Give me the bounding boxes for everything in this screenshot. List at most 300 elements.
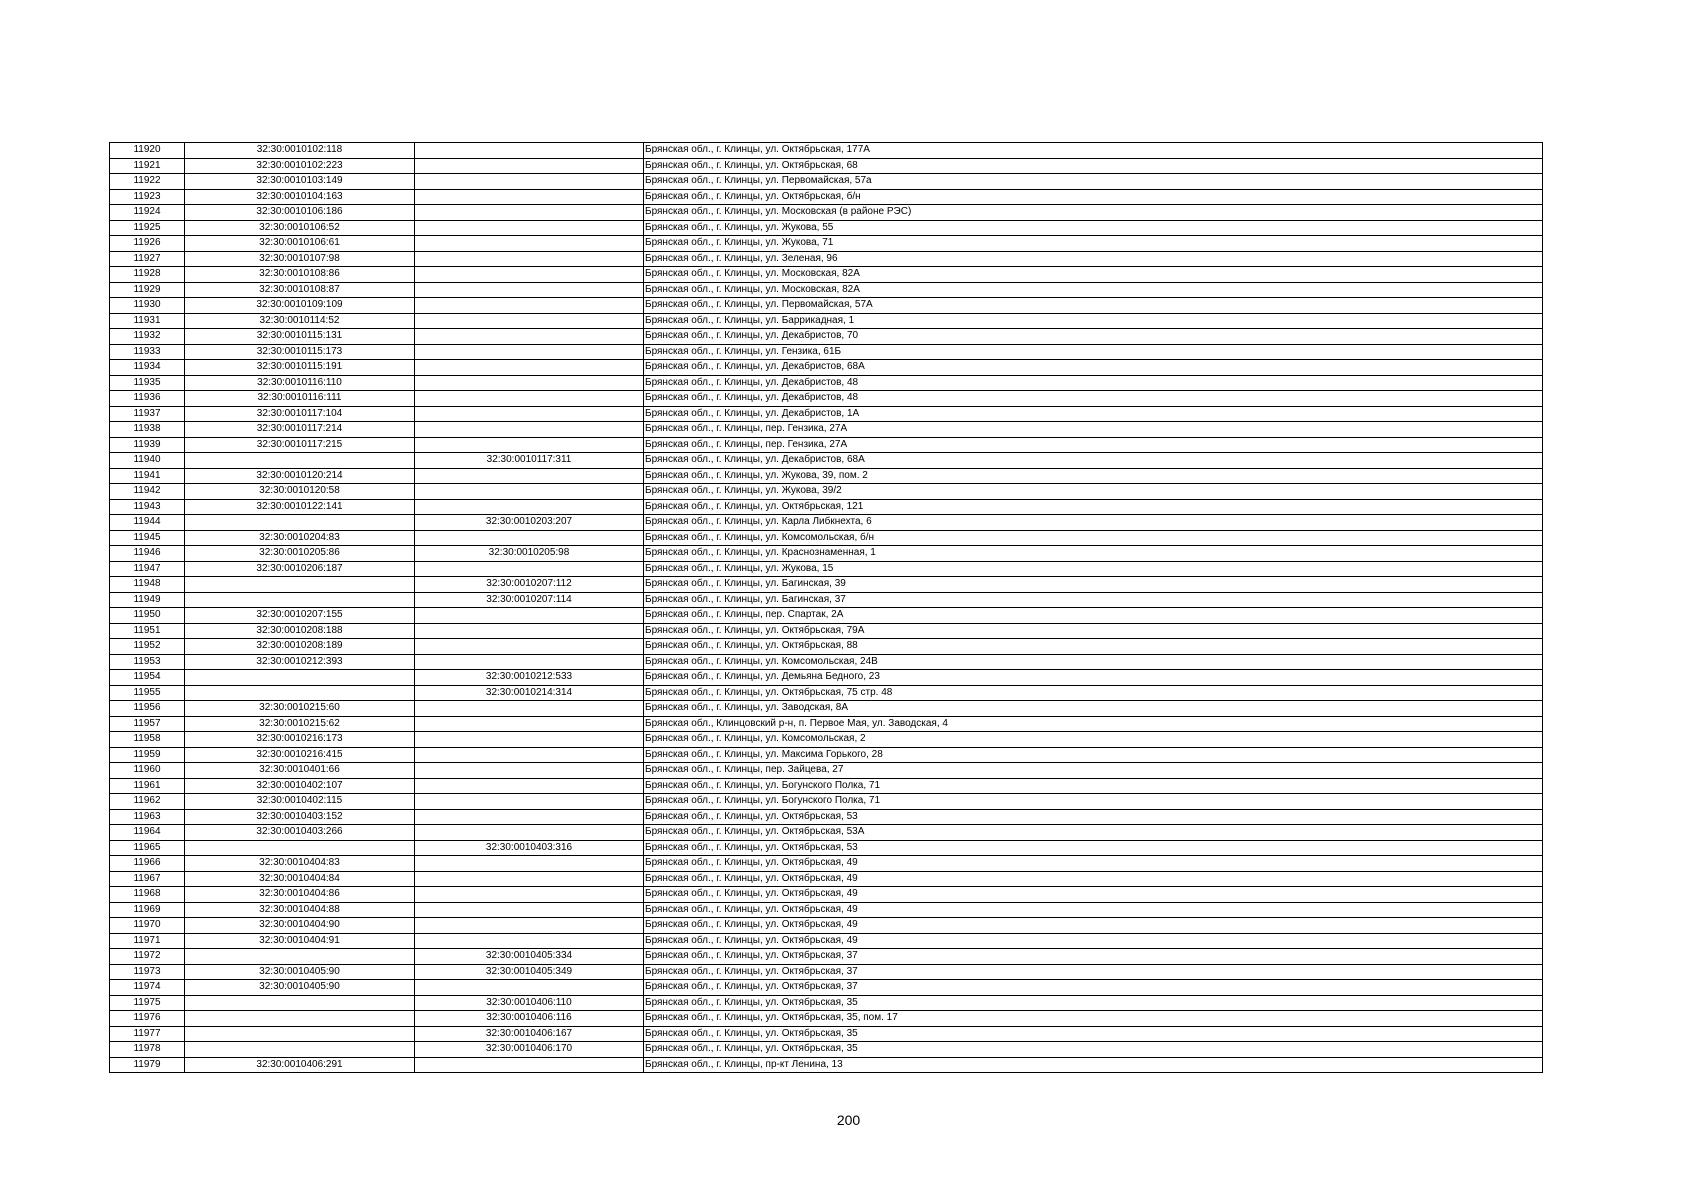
cadastral-number-cell: 32:30:0010103:149 (185, 174, 415, 190)
table-row (110, 887, 1543, 903)
related-cadastral-number-cell: 32:30:0010403:316 (415, 840, 644, 856)
related-cadastral-number-cell (415, 608, 644, 624)
related-cadastral-number-cell (415, 375, 644, 391)
address-cell: Брянская обл., г. Клинцы, ул. Декабристов, 48 (644, 375, 1543, 391)
row-number-cell: 11972 (110, 949, 185, 965)
cadastral-number-cell: 32:30:0010208:188 (185, 623, 415, 639)
address-cell: Брянская обл., г. Клинцы, ул. Октябрьская, 49 (644, 887, 1543, 903)
table-row (110, 794, 1543, 810)
row-number-cell: 11949 (110, 592, 185, 608)
address-cell: Брянская обл., г. Клинцы, ул. Жукова, 39/2 (644, 484, 1543, 500)
related-cadastral-number-cell (415, 809, 644, 825)
row-number-cell: 11971 (110, 933, 185, 949)
cadastral-number-cell: 32:30:0010212:393 (185, 654, 415, 670)
address-cell: Брянская обл., г. Клинцы, ул. Зеленая, 96 (644, 251, 1543, 267)
address-cell: Брянская обл., Клинцовский р-н, п. Первое Мая, ул. Заводская, 4 (644, 716, 1543, 732)
related-cadastral-number-cell (415, 484, 644, 500)
address-cell: Брянская обл., г. Клинцы, ул. Московская, 82А (644, 282, 1543, 298)
related-cadastral-number-cell: 32:30:0010205:98 (415, 546, 644, 562)
cadastral-number-cell: 32:30:0010102:223 (185, 158, 415, 174)
address-cell: Брянская обл., г. Клинцы, ул. Октябрьская, 49 (644, 856, 1543, 872)
related-cadastral-number-cell (415, 747, 644, 763)
related-cadastral-number-cell (415, 499, 644, 515)
cadastral-number-cell: 32:30:0010115:131 (185, 329, 415, 345)
table-row (110, 484, 1543, 500)
row-number-cell: 11979 (110, 1057, 185, 1073)
related-cadastral-number-cell (415, 887, 644, 903)
cadastral-number-cell (185, 577, 415, 593)
row-number-cell: 11944 (110, 515, 185, 531)
table-row (110, 499, 1543, 515)
related-cadastral-number-cell (415, 654, 644, 670)
cadastral-number-cell: 32:30:0010108:87 (185, 282, 415, 298)
related-cadastral-number-cell (415, 143, 644, 159)
row-number-cell: 11929 (110, 282, 185, 298)
row-number-cell: 11950 (110, 608, 185, 624)
row-number-cell: 11970 (110, 918, 185, 934)
address-cell: Брянская обл., г. Клинцы, пр-кт Ленина, 13 (644, 1057, 1543, 1073)
table-row (110, 437, 1543, 453)
address-cell: Брянская обл., г. Клинцы, ул. Багинская, 39 (644, 577, 1543, 593)
table-row (110, 344, 1543, 360)
address-cell: Брянская обл., г. Клинцы, ул. Комсомольская, 24В (644, 654, 1543, 670)
cadastral-number-cell (185, 515, 415, 531)
cadastral-number-cell: 32:30:0010405:90 (185, 980, 415, 996)
table-row (110, 251, 1543, 267)
cadastral-number-cell: 32:30:0010115:173 (185, 344, 415, 360)
table-row (110, 282, 1543, 298)
related-cadastral-number-cell: 32:30:0010405:334 (415, 949, 644, 965)
row-number-cell: 11941 (110, 468, 185, 484)
table-row (110, 453, 1543, 469)
related-cadastral-number-cell (415, 329, 644, 345)
page-number: 200 (836, 1112, 861, 1128)
table-row (110, 1011, 1543, 1027)
row-number-cell: 11937 (110, 406, 185, 422)
cadastral-number-cell: 32:30:0010116:110 (185, 375, 415, 391)
cadastral-number-cell (185, 949, 415, 965)
table-row (110, 577, 1543, 593)
cadastral-number-cell (185, 840, 415, 856)
address-cell: Брянская обл., г. Клинцы, ул. Октябрьская, 49 (644, 933, 1543, 949)
table-row (110, 964, 1543, 980)
related-cadastral-number-cell (415, 422, 644, 438)
table-row (110, 763, 1543, 779)
address-cell: Брянская обл., г. Клинцы, ул. Декабристов, 48 (644, 391, 1543, 407)
cadastral-number-cell: 32:30:0010116:111 (185, 391, 415, 407)
table-row (110, 856, 1543, 872)
related-cadastral-number-cell (415, 298, 644, 314)
address-cell: Брянская обл., г. Клинцы, пер. Спартак, 2А (644, 608, 1543, 624)
cadastral-number-cell (185, 995, 415, 1011)
related-cadastral-number-cell: 32:30:0010207:114 (415, 592, 644, 608)
table-row (110, 685, 1543, 701)
related-cadastral-number-cell (415, 530, 644, 546)
related-cadastral-number-cell (415, 716, 644, 732)
table-row (110, 670, 1543, 686)
row-number-cell: 11978 (110, 1042, 185, 1058)
address-cell: Брянская обл., г. Клинцы, ул. Декабристов, 68А (644, 453, 1543, 469)
table-row (110, 825, 1543, 841)
cadastral-number-cell: 32:30:0010106:61 (185, 236, 415, 252)
address-cell: Брянская обл., г. Клинцы, ул. Декабристов, 1А (644, 406, 1543, 422)
address-cell: Брянская обл., г. Клинцы, ул. Карла Либкнехта, 6 (644, 515, 1543, 531)
address-cell: Брянская обл., г. Клинцы, ул. Краснознаменная, 1 (644, 546, 1543, 562)
cadastral-number-cell: 32:30:0010404:84 (185, 871, 415, 887)
related-cadastral-number-cell (415, 1057, 644, 1073)
row-number-cell: 11965 (110, 840, 185, 856)
address-cell: Брянская обл., г. Клинцы, ул. Октябрьская, 37 (644, 949, 1543, 965)
cadastral-number-cell (185, 685, 415, 701)
related-cadastral-number-cell (415, 406, 644, 422)
table-row (110, 716, 1543, 732)
row-number-cell: 11931 (110, 313, 185, 329)
address-cell: Брянская обл., г. Клинцы, ул. Гензика, 61Б (644, 344, 1543, 360)
address-cell: Брянская обл., г. Клинцы, ул. Комсомольская, б/н (644, 530, 1543, 546)
address-cell: Брянская обл., г. Клинцы, пер. Гензика, 27А (644, 437, 1543, 453)
cadastral-number-cell: 32:30:0010215:62 (185, 716, 415, 732)
table-row (110, 267, 1543, 283)
related-cadastral-number-cell (415, 313, 644, 329)
table-row (110, 1057, 1543, 1073)
address-cell: Брянская обл., г. Клинцы, ул. Заводская, 8А (644, 701, 1543, 717)
row-number-cell: 11955 (110, 685, 185, 701)
row-number-cell: 11940 (110, 453, 185, 469)
row-number-cell: 11962 (110, 794, 185, 810)
address-cell: Брянская обл., г. Клинцы, ул. Октябрьская, 35 (644, 995, 1543, 1011)
table-row (110, 360, 1543, 376)
address-cell: Брянская обл., г. Клинцы, ул. Московская (в районе РЭС) (644, 205, 1543, 221)
cadastral-number-cell (185, 1011, 415, 1027)
row-number-cell: 11959 (110, 747, 185, 763)
cadastral-number-cell: 32:30:0010120:58 (185, 484, 415, 500)
cadastral-number-cell: 32:30:0010216:173 (185, 732, 415, 748)
table-row (110, 530, 1543, 546)
table-row (110, 747, 1543, 763)
related-cadastral-number-cell (415, 189, 644, 205)
row-number-cell: 11948 (110, 577, 185, 593)
row-number-cell: 11973 (110, 964, 185, 980)
row-number-cell: 11925 (110, 220, 185, 236)
related-cadastral-number-cell (415, 267, 644, 283)
address-cell: Брянская обл., г. Клинцы, ул. Первомайская, 57а (644, 174, 1543, 190)
table-row (110, 1042, 1543, 1058)
row-number-cell: 11963 (110, 809, 185, 825)
related-cadastral-number-cell (415, 918, 644, 934)
table-row (110, 592, 1543, 608)
table-row (110, 980, 1543, 996)
related-cadastral-number-cell (415, 623, 644, 639)
row-number-cell: 11969 (110, 902, 185, 918)
cadastral-number-cell: 32:30:0010106:186 (185, 205, 415, 221)
address-cell: Брянская обл., г. Клинцы, ул. Октябрьская, 49 (644, 902, 1543, 918)
address-cell: Брянская обл., г. Клинцы, ул. Декабристов, 68А (644, 360, 1543, 376)
related-cadastral-number-cell: 32:30:0010117:311 (415, 453, 644, 469)
address-cell: Брянская обл., г. Клинцы, ул. Жукова, 55 (644, 220, 1543, 236)
row-number-cell: 11927 (110, 251, 185, 267)
address-cell: Брянская обл., г. Клинцы, ул. Октябрьская, 35, пом. 17 (644, 1011, 1543, 1027)
address-cell: Брянская обл., г. Клинцы, ул. Жукова, 71 (644, 236, 1543, 252)
cadastral-number-cell: 32:30:0010406:291 (185, 1057, 415, 1073)
related-cadastral-number-cell (415, 174, 644, 190)
table-row (110, 422, 1543, 438)
address-cell: Брянская обл., г. Клинцы, ул. Октябрьская, 49 (644, 871, 1543, 887)
related-cadastral-number-cell: 32:30:0010406:167 (415, 1026, 644, 1042)
related-cadastral-number-cell (415, 871, 644, 887)
row-number-cell: 11947 (110, 561, 185, 577)
cadastral-number-cell: 32:30:0010404:91 (185, 933, 415, 949)
cadastral-number-cell: 32:30:0010404:83 (185, 856, 415, 872)
address-cell: Брянская обл., г. Клинцы, ул. Багинская, 37 (644, 592, 1543, 608)
row-number-cell: 11977 (110, 1026, 185, 1042)
table-row (110, 778, 1543, 794)
table-row (110, 639, 1543, 655)
row-number-cell: 11966 (110, 856, 185, 872)
table-row (110, 515, 1543, 531)
table-row (110, 732, 1543, 748)
row-number-cell: 11934 (110, 360, 185, 376)
table-row (110, 840, 1543, 856)
related-cadastral-number-cell (415, 639, 644, 655)
address-cell: Брянская обл., г. Клинцы, ул. Октябрьская, 177А (644, 143, 1543, 159)
address-cell: Брянская обл., г. Клинцы, ул. Октябрьская, 37 (644, 964, 1543, 980)
table-row (110, 809, 1543, 825)
related-cadastral-number-cell: 32:30:0010207:112 (415, 577, 644, 593)
cadastral-number-cell: 32:30:0010108:86 (185, 267, 415, 283)
related-cadastral-number-cell (415, 251, 644, 267)
cadastral-number-cell: 32:30:0010120:214 (185, 468, 415, 484)
related-cadastral-number-cell (415, 902, 644, 918)
address-cell: Брянская обл., г. Клинцы, ул. Октябрьская, 75 стр. 48 (644, 685, 1543, 701)
cadastral-number-cell (185, 1042, 415, 1058)
row-number-cell: 11933 (110, 344, 185, 360)
related-cadastral-number-cell (415, 391, 644, 407)
table-row (110, 623, 1543, 639)
address-cell: Брянская обл., г. Клинцы, ул. Жукова, 15 (644, 561, 1543, 577)
cadastral-number-cell: 32:30:0010208:189 (185, 639, 415, 655)
cadastral-number-cell: 32:30:0010114:52 (185, 313, 415, 329)
address-cell: Брянская обл., г. Клинцы, ул. Баррикадная, 1 (644, 313, 1543, 329)
row-number-cell: 11957 (110, 716, 185, 732)
address-cell: Брянская обл., г. Клинцы, ул. Октябрьская, 35 (644, 1026, 1543, 1042)
address-cell: Брянская обл., г. Клинцы, ул. Октябрьская, 121 (644, 499, 1543, 515)
address-cell: Брянская обл., г. Клинцы, ул. Максима Горького, 28 (644, 747, 1543, 763)
row-number-cell: 11967 (110, 871, 185, 887)
registry-table-body (110, 143, 1543, 1073)
table-row (110, 654, 1543, 670)
table-row (110, 608, 1543, 624)
cadastral-number-cell: 32:30:0010106:52 (185, 220, 415, 236)
address-cell: Брянская обл., г. Клинцы, ул. Первомайская, 57А (644, 298, 1543, 314)
row-number-cell: 11920 (110, 143, 185, 159)
row-number-cell: 11954 (110, 670, 185, 686)
table-row (110, 329, 1543, 345)
related-cadastral-number-cell (415, 980, 644, 996)
table-row (110, 918, 1543, 934)
table-row (110, 313, 1543, 329)
cadastral-number-cell: 32:30:0010117:104 (185, 406, 415, 422)
address-cell: Брянская обл., г. Клинцы, ул. Октябрьская, 53А (644, 825, 1543, 841)
cadastral-number-cell: 32:30:0010404:88 (185, 902, 415, 918)
cadastral-number-cell: 32:30:0010405:90 (185, 964, 415, 980)
table-row (110, 236, 1543, 252)
address-cell: Брянская обл., г. Клинцы, пер. Гензика, 27А (644, 422, 1543, 438)
cadastral-number-cell (185, 592, 415, 608)
address-cell: Брянская обл., г. Клинцы, ул. Богунского Полка, 71 (644, 794, 1543, 810)
address-cell: Брянская обл., г. Клинцы, ул. Московская, 82А (644, 267, 1543, 283)
related-cadastral-number-cell (415, 282, 644, 298)
row-number-cell: 11964 (110, 825, 185, 841)
cadastral-number-cell: 32:30:0010403:152 (185, 809, 415, 825)
row-number-cell: 11921 (110, 158, 185, 174)
cadastral-number-cell: 32:30:0010117:214 (185, 422, 415, 438)
address-cell: Брянская обл., г. Клинцы, ул. Октябрьская, 49 (644, 918, 1543, 934)
cadastral-number-cell: 32:30:0010205:86 (185, 546, 415, 562)
row-number-cell: 11939 (110, 437, 185, 453)
related-cadastral-number-cell: 32:30:0010406:116 (415, 1011, 644, 1027)
related-cadastral-number-cell (415, 561, 644, 577)
cadastral-number-cell: 32:30:0010403:266 (185, 825, 415, 841)
address-cell: Брянская обл., г. Клинцы, ул. Декабристов, 70 (644, 329, 1543, 345)
address-cell: Брянская обл., г. Клинцы, ул. Октябрьская, 68 (644, 158, 1543, 174)
row-number-cell: 11942 (110, 484, 185, 500)
address-cell: Брянская обл., г. Клинцы, ул. Демьяна Бедного, 23 (644, 670, 1543, 686)
related-cadastral-number-cell (415, 468, 644, 484)
table-row (110, 933, 1543, 949)
related-cadastral-number-cell (415, 220, 644, 236)
table-row (110, 158, 1543, 174)
cadastral-number-cell (185, 670, 415, 686)
address-cell: Брянская обл., г. Клинцы, ул. Октябрьская, 53 (644, 809, 1543, 825)
row-number-cell: 11946 (110, 546, 185, 562)
address-cell: Брянская обл., г. Клинцы, ул. Октябрьская, 35 (644, 1042, 1543, 1058)
row-number-cell: 11922 (110, 174, 185, 190)
row-number-cell: 11958 (110, 732, 185, 748)
related-cadastral-number-cell (415, 856, 644, 872)
address-cell: Брянская обл., г. Клинцы, ул. Октябрьская, 37 (644, 980, 1543, 996)
row-number-cell: 11951 (110, 623, 185, 639)
related-cadastral-number-cell (415, 732, 644, 748)
registry-table (109, 142, 1543, 1073)
row-number-cell: 11936 (110, 391, 185, 407)
row-number-cell: 11943 (110, 499, 185, 515)
related-cadastral-number-cell (415, 933, 644, 949)
cadastral-number-cell: 32:30:0010122:141 (185, 499, 415, 515)
cadastral-number-cell: 32:30:0010117:215 (185, 437, 415, 453)
cadastral-number-cell: 32:30:0010109:109 (185, 298, 415, 314)
cadastral-number-cell: 32:30:0010404:86 (185, 887, 415, 903)
row-number-cell: 11932 (110, 329, 185, 345)
related-cadastral-number-cell (415, 205, 644, 221)
cadastral-number-cell: 32:30:0010115:191 (185, 360, 415, 376)
row-number-cell: 11968 (110, 887, 185, 903)
cadastral-number-cell: 32:30:0010102:118 (185, 143, 415, 159)
related-cadastral-number-cell (415, 236, 644, 252)
row-number-cell: 11976 (110, 1011, 185, 1027)
row-number-cell: 11975 (110, 995, 185, 1011)
row-number-cell: 11938 (110, 422, 185, 438)
cadastral-number-cell (185, 453, 415, 469)
related-cadastral-number-cell (415, 794, 644, 810)
cadastral-number-cell: 32:30:0010216:415 (185, 747, 415, 763)
table-row (110, 205, 1543, 221)
row-number-cell: 11953 (110, 654, 185, 670)
address-cell: Брянская обл., г. Клинцы, ул. Октябрьская, б/н (644, 189, 1543, 205)
table-row (110, 298, 1543, 314)
related-cadastral-number-cell (415, 701, 644, 717)
related-cadastral-number-cell (415, 437, 644, 453)
cadastral-number-cell: 32:30:0010107:98 (185, 251, 415, 267)
related-cadastral-number-cell (415, 825, 644, 841)
cadastral-number-cell: 32:30:0010402:115 (185, 794, 415, 810)
related-cadastral-number-cell (415, 763, 644, 779)
address-cell: Брянская обл., г. Клинцы, ул. Октябрьская, 79А (644, 623, 1543, 639)
address-cell: Брянская обл., г. Клинцы, ул. Жукова, 39, пом. 2 (644, 468, 1543, 484)
related-cadastral-number-cell (415, 778, 644, 794)
related-cadastral-number-cell: 32:30:0010406:110 (415, 995, 644, 1011)
address-cell: Брянская обл., г. Клинцы, ул. Богунского Полка, 71 (644, 778, 1543, 794)
row-number-cell: 11930 (110, 298, 185, 314)
table-row (110, 174, 1543, 190)
row-number-cell: 11945 (110, 530, 185, 546)
table-row (110, 871, 1543, 887)
related-cadastral-number-cell (415, 158, 644, 174)
table-row (110, 468, 1543, 484)
address-cell: Брянская обл., г. Клинцы, пер. Зайцева, 27 (644, 763, 1543, 779)
cadastral-number-cell: 32:30:0010204:83 (185, 530, 415, 546)
row-number-cell: 11956 (110, 701, 185, 717)
related-cadastral-number-cell (415, 344, 644, 360)
cadastral-number-cell: 32:30:0010215:60 (185, 701, 415, 717)
table-row (110, 220, 1543, 236)
table-row (110, 189, 1543, 205)
row-number-cell: 11923 (110, 189, 185, 205)
related-cadastral-number-cell: 32:30:0010203:207 (415, 515, 644, 531)
related-cadastral-number-cell (415, 360, 644, 376)
related-cadastral-number-cell: 32:30:0010212:533 (415, 670, 644, 686)
row-number-cell: 11928 (110, 267, 185, 283)
table-row (110, 561, 1543, 577)
table-row (110, 406, 1543, 422)
address-cell: Брянская обл., г. Клинцы, ул. Октябрьская, 53 (644, 840, 1543, 856)
row-number-cell: 11960 (110, 763, 185, 779)
table-row (110, 143, 1543, 159)
table-row (110, 995, 1543, 1011)
cadastral-number-cell: 32:30:0010401:66 (185, 763, 415, 779)
table-row (110, 375, 1543, 391)
table-row (110, 391, 1543, 407)
address-cell: Брянская обл., г. Клинцы, ул. Октябрьская, 88 (644, 639, 1543, 655)
row-number-cell: 11952 (110, 639, 185, 655)
cadastral-number-cell: 32:30:0010206:187 (185, 561, 415, 577)
table-row (110, 701, 1543, 717)
address-cell: Брянская обл., г. Клинцы, ул. Комсомольская, 2 (644, 732, 1543, 748)
cadastral-number-cell: 32:30:0010404:90 (185, 918, 415, 934)
related-cadastral-number-cell: 32:30:0010214:314 (415, 685, 644, 701)
cadastral-number-cell (185, 1026, 415, 1042)
row-number-cell: 11924 (110, 205, 185, 221)
row-number-cell: 11961 (110, 778, 185, 794)
cadastral-number-cell: 32:30:0010207:155 (185, 608, 415, 624)
row-number-cell: 11926 (110, 236, 185, 252)
table-row (110, 546, 1543, 562)
related-cadastral-number-cell: 32:30:0010405:349 (415, 964, 644, 980)
row-number-cell: 11974 (110, 980, 185, 996)
table-row (110, 902, 1543, 918)
table-row (110, 1026, 1543, 1042)
cadastral-number-cell: 32:30:0010104:163 (185, 189, 415, 205)
table-row (110, 949, 1543, 965)
